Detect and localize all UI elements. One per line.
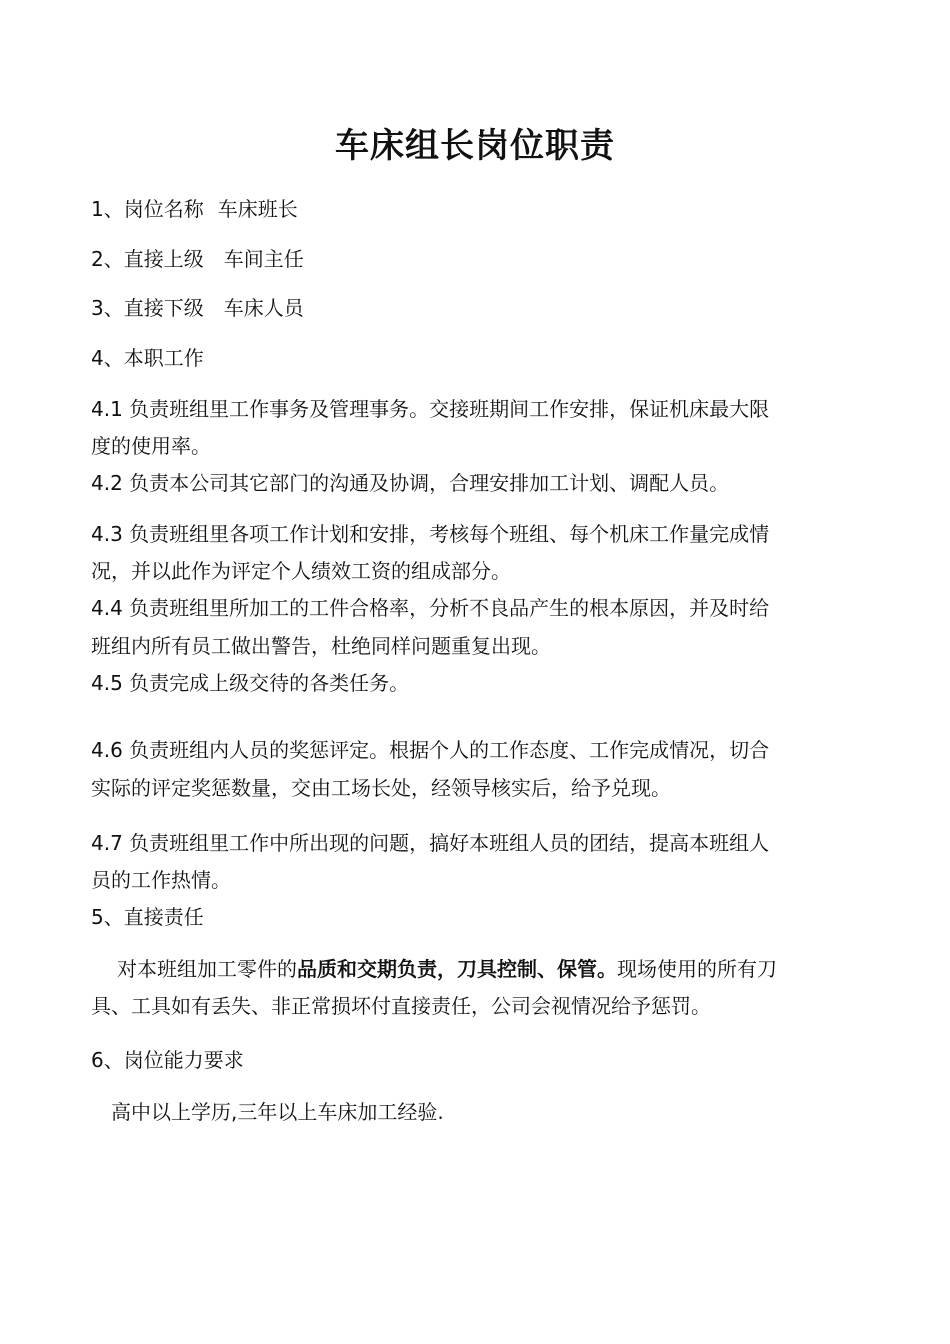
item-direct-subordinate: [91, 290, 851, 327]
duty-4-3-line2: 况，并以此作为评定个人绩效工资的组成部分。: [91, 559, 511, 583]
duty-4-4-line1: 4.4 负责班组里所加工的工件合格率，分析不良品产生的根本原因，并及时给: [91, 596, 770, 620]
section-5-text-bold: 品质和交期负责，刀具控制、保管。: [297, 957, 617, 981]
item-label: 2、直接上级: [91, 247, 204, 271]
duty-4-1-line2: 度的使用率。: [91, 434, 211, 458]
section-5-paragraph-line2: 具、工具如有丢失、非正常损坏付直接责任，公司会视情况给予惩罚。: [91, 994, 711, 1018]
item-value: 车床班长: [217, 197, 298, 221]
section-5-paragraph-line1: [91, 951, 851, 988]
duty-4-2: 4.2 负责本公司其它部门的沟通及协调，合理安排加工计划、调配人员。: [91, 471, 730, 495]
duty-4-7-line2: 员的工作热情。: [91, 868, 231, 892]
section-5-text-pre: 对本班组加工零件的: [117, 957, 297, 981]
section-heading: 4、本职工作: [91, 346, 204, 370]
duty-4-4-line2: 班组内所有员工做出警告，杜绝同样问题重复出现。: [91, 634, 551, 658]
item-label: 3、直接下级: [91, 296, 204, 320]
document-title: 车床组长岗位职责: [335, 126, 615, 166]
section-5-heading: 5、直接责任: [91, 905, 204, 929]
section-6-text: 高中以上学历,三年以上车床加工经验.: [111, 1100, 444, 1124]
duty-4-5: 4.5 负责完成上级交待的各类任务。: [91, 671, 410, 695]
section-6-heading: 6、岗位能力要求: [91, 1048, 244, 1072]
duty-4-6-line1: 4.6 负责班组内人员的奖惩评定。根据个人的工作态度、工作完成情况，切合: [91, 738, 770, 762]
duty-4-7-line1: 4.7 负责班组里工作中所出现的问题，搞好本班组人员的团结，提高本班组人: [91, 831, 770, 855]
duty-4-3-line1: 4.3 负责班组里各项工作计划和安排，考核每个班组、每个机床工作量完成情: [91, 522, 770, 546]
item-value: 车间主任: [223, 247, 304, 271]
item-position-name: [91, 191, 851, 228]
item-value: 车床人员: [223, 296, 304, 320]
item-duties-heading: [91, 340, 851, 377]
item-label: 1、岗位名称: [91, 197, 204, 221]
duty-4-1-line1: 4.1 负责班组里工作事务及管理事务。交接班期间工作安排，保证机床最大限: [91, 397, 770, 421]
duty-4-6-line2: 实际的评定奖惩数量，交由工场长处，经领导核实后，给予兑现。: [91, 776, 671, 800]
section-5-text-post: 现场使用的所有刀: [617, 957, 777, 981]
item-direct-superior: [91, 241, 851, 278]
